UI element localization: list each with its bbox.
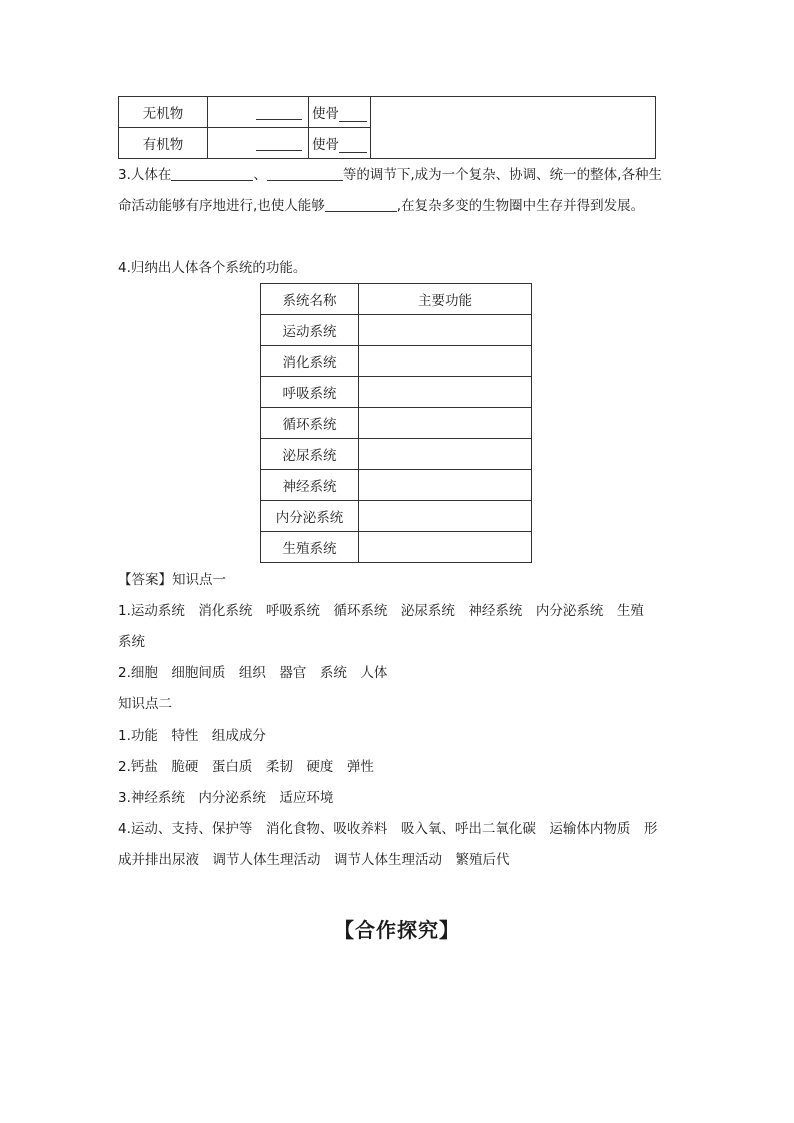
answers-title: 【答案】知识点一 — [118, 572, 226, 588]
function-cell — [359, 346, 532, 377]
function-cell — [359, 532, 532, 563]
table-row — [261, 532, 532, 563]
question-3-line-1 — [118, 165, 662, 185]
answer-k2-2: 2.钙盐 脆硬 蛋白质 柔韧 硬度 弹性 — [118, 759, 374, 775]
section-heading: 【合作探究】 — [334, 918, 460, 942]
system-name: 神经系统 — [261, 470, 359, 501]
fill-blank — [267, 166, 343, 181]
fill-blank — [325, 197, 397, 212]
function-cell — [359, 408, 532, 439]
fill-blank — [256, 104, 302, 120]
system-name: 循环系统 — [261, 408, 359, 439]
function-cell — [359, 501, 532, 532]
text-part: ,在复杂多变的生物圈中生存并得到发展。 — [396, 198, 645, 214]
system-name: 消化系统 — [261, 346, 359, 377]
table-row — [261, 408, 532, 439]
system-name: 生殖系统 — [261, 532, 359, 563]
question-4: 4.归纳出人体各个系统的功能。 — [118, 260, 307, 276]
text-part: 等的调节下,成为一个复杂、协调、统一的整体,各种生 — [342, 167, 662, 183]
table-header-row — [261, 284, 532, 315]
answer-k1-2: 2.细胞 细胞间质 组织 器官 系统 人体 — [118, 665, 388, 681]
answer-k2-1: 1.功能 特性 组成成分 — [118, 728, 266, 744]
row-label: 有机物 — [119, 128, 208, 159]
header-system-name: 系统名称 — [261, 284, 359, 315]
function-cell — [359, 315, 532, 346]
fill-blank — [339, 106, 367, 122]
system-name: 运动系统 — [261, 315, 359, 346]
system-name: 泌尿系统 — [261, 439, 359, 470]
table-row — [261, 346, 532, 377]
table-row — [261, 315, 532, 346]
blank-cell — [208, 128, 309, 159]
fill-blank — [256, 135, 302, 151]
systems-function-table — [260, 283, 532, 563]
function-cell — [359, 470, 532, 501]
fill-blank — [339, 137, 367, 153]
answer-k1-1-line-1: 1.运动系统 消化系统 呼吸系统 循环系统 泌尿系统 神经系统 内分泌系统 生殖 — [118, 603, 644, 619]
row-label: 无机物 — [119, 97, 208, 128]
answer-k2-4-line-2: 成并排出尿液 调节人体生理活动 调节人体生理活动 繁殖后代 — [118, 852, 510, 868]
bone-composition-table — [118, 96, 656, 159]
fill-blank — [171, 166, 253, 181]
answer-k1-1-line-2: 系统 — [118, 634, 145, 650]
answer-k2-3: 3.神经系统 内分泌系统 适应环境 — [118, 790, 334, 806]
header-main-function: 主要功能 — [359, 284, 532, 315]
system-name: 内分泌系统 — [261, 501, 359, 532]
table-row — [261, 439, 532, 470]
text-part: 、 — [253, 167, 267, 183]
effect-cell — [309, 128, 371, 159]
text-part: 3.人体在 — [118, 167, 172, 183]
question-3-line-2 — [118, 196, 644, 216]
system-name: 呼吸系统 — [261, 377, 359, 408]
effect-label: 使骨 — [312, 106, 339, 122]
answer-k2-4-line-1: 4.运动、支持、保护等 消化食物、吸收养料 吸入氧、呼出二氧化碳 运输体内物质 形 — [118, 821, 658, 837]
effect-cell — [309, 97, 371, 128]
table-row — [119, 97, 656, 128]
merged-cell — [371, 97, 656, 159]
function-cell — [359, 439, 532, 470]
function-cell — [359, 377, 532, 408]
blank-cell — [208, 97, 309, 128]
text-part: 命活动能够有序地进行,也使人能够 — [118, 198, 325, 214]
table-row — [261, 377, 532, 408]
table-row — [261, 470, 532, 501]
effect-label: 使骨 — [312, 137, 339, 153]
answer-k2-title: 知识点二 — [118, 696, 172, 712]
table-row — [261, 501, 532, 532]
